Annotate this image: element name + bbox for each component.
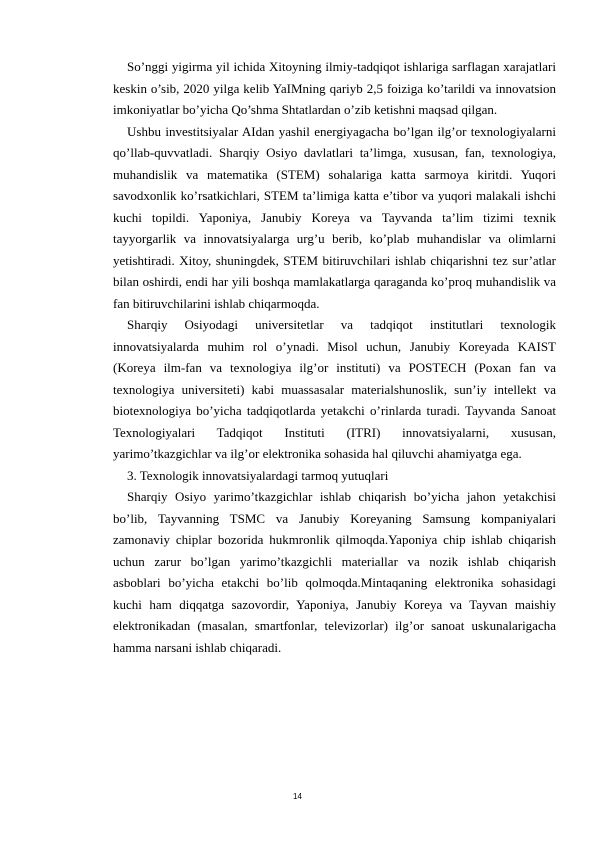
page-number: 14 — [293, 792, 302, 801]
paragraph-3: Sharqiy Osiyodagi universitetlar va tadqiqot institutlari texnologik innovatsiyalarda muhim rol o’ynadi. Misol uchun, Janubiy Koreyada KAIST (Koreya ilm-fan va texnologiya ilg’or instituti) va POSTECH (Poxan fan va texnologiya universiteti) kabi muassasalar materialshunoslik, sun’iy intellekt va biotexnologiya bo’yicha tadqiqotlarda yetakchi o’rinlarda turadi. Tayvanda Sanoat Texnologiyalari Tadqiqot Instituti (ITRI) innovatsiyalarni, xususan, yarimo’tkazgichlar va ilg’or elektronika sohasida hal qiluvchi ahamiyatga ega. — [113, 317, 556, 461]
paragraph-2: Ushbu investitsiyalar AIdan yashil energiyagacha bo’lgan ilg’or texnologiyalarni qo’llab-quvvatladi. Sharqiy Osiyo davlatlari ta’limga, xususan, fan, texnologiya, muhandislik va matematika (STEM) sohalariga katta sarmoya kiritdi. Yuqori savodxonlik ko’rsatkichlari, STEM ta’limiga katta e’tibor va yuqori malakali ishchi kuchi topildi. Yaponiya, Janubiy Koreya va Tayvanda ta’lim tizimi texnik tayyorgarlik va innovatsiyalarga urg’u berib, ko’plab muhandislar va olimlarni yetishtiradi. Xitoy, shuningdek, STEM bitiruvchilari ishlab chiqarishni tez sur’atlar bilan oshirdi, endi har yili boshqa mamlakatlarga qaraganda ko’proq muhandislik va fan bitiruvchilarini ishlab chiqarmoqda. — [113, 123, 556, 311]
paragraph-1: So’nggi yigirma yil ichida Xitoyning ilmiy-tadqiqot ishlariga sarflagan xarajatlari keskin o’sib, 2020 yilga kelib YaIMning qariyb 2,5 foiziga ko’tarildi va innovatsion imkoniyatlar bo’yicha Qo’shma Shtatlardan o’zib ketishni maqsad qilgan. — [113, 59, 556, 117]
section-heading: 3. Texnologik innovatsiyalardagi tarmoq yutuqlari — [127, 467, 389, 483]
document-body — [113, 56, 556, 658]
paragraph-4: Sharqiy Osiyo yarimo’tkazgichlar ishlab chiqarish bo’yicha jahon yetakchisi bo’lib, Tayvanning TSMC va Janubiy Koreyaning Samsung kompaniyalari zamonaviy chiplar bozorida hukmronlik qilmoqda.Yaponiya chip ishlab chiqarish uchun zarur bo’lgan yarimo’tkazgichli materiallar va nozik ishlab chiqarish asboblari bo’yicha etakchi bo’lib qolmoqda.Mintaqaning elektronika sohasidagi kuchi ham diqqatga sazovordir, Yaponiya, Janubiy Koreya va Tayvan maishiy elektronikadan (masalan, smartfonlar, televizorlar) ilg’or sanoat uskunalarigacha hamma narsani ishlab chiqaradi. — [113, 489, 556, 655]
